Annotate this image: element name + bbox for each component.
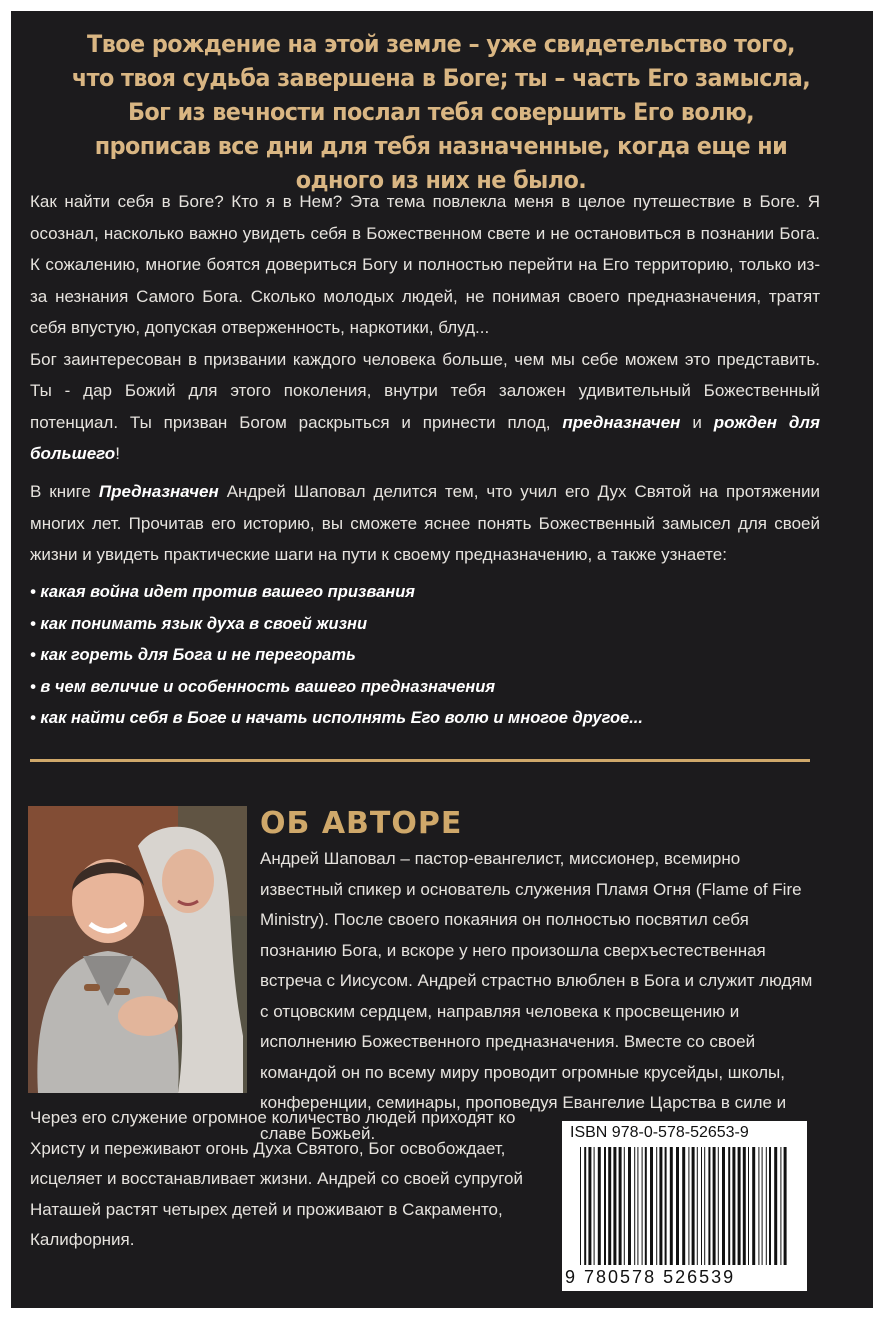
emphasis-born-for-more: рожден для большего [30, 412, 820, 463]
about-author-heading: ОБ АВТОРЕ [260, 806, 463, 841]
barcode-bar [624, 1147, 625, 1265]
barcode-bar [634, 1147, 635, 1265]
barcode-bar [670, 1147, 673, 1265]
book-title: Предназначен [98, 482, 219, 501]
barcode-bar [613, 1147, 616, 1265]
barcode-bar [758, 1147, 759, 1265]
intro-text [30, 186, 820, 470]
barcode-bar [665, 1147, 667, 1265]
barcode-bar [748, 1147, 749, 1265]
barcode-bar [701, 1147, 702, 1265]
barcode-bar [732, 1147, 735, 1265]
list-item: • как понимать язык духа в своей жизни [30, 614, 368, 633]
list-item: • какая война идет против вашего призвания [30, 583, 416, 601]
list-item: • как найти себя в Боге и начать исполнять Его волю и многое другое... [30, 709, 643, 727]
author-bio: Андрей Шаповал – пастор-евангелист, миссионер, всемирно известный спикер и основатель служения Пламя Огня (Flame of Fire Ministry). После своего покаяния он полностью посвятил себя познанию Бога, и вскоре у него произошла сверхъестественная встреча с Иисусом. Андрей страстно влюблен в Бога и служит людям с отцовским сердцем, направляя человека к просвещению и исполнению Божественного предназначения. Вместе со своей командой он по всему миру проводит огромные крусейды, школы, конференции, семинары, проповедуя Евангелие Царства в силе и славе Божьей. [260, 849, 813, 1143]
barcode-icon [580, 1147, 790, 1265]
barcode-bar [743, 1147, 746, 1265]
barcode-bar [784, 1147, 787, 1265]
intro-paragraph-1: Как найти себя в Боге? Кто я в Нем? Эта тема повлекла меня в целое путешествие в Боге. Я осознал, насколько важно увидеть себя в Божественном свете и не остановиться в познании Бога. К сожалению, многие боятся довериться Богу и полностью перейти на Его территорию, только из-за незнания Самого Бога. Сколько молодых людей, не понимая своего предназначения, тратят себя впустую, допуская отверженность, наркотики, блуд... [30, 192, 820, 337]
barcode-bar [604, 1147, 606, 1265]
barcode-bar [774, 1147, 777, 1265]
barcode-bar [628, 1147, 631, 1265]
barcode-bar [752, 1147, 755, 1265]
topics-list [30, 577, 820, 735]
barcode-bar [645, 1147, 647, 1265]
barcode-bar [766, 1147, 767, 1265]
barcode-bar [608, 1147, 611, 1265]
barcode-bar [780, 1147, 781, 1265]
author-bio-continued: Через его служение огромное количество людей приходят ко Христу и переживают огонь Духа Святого, Бог освобождает, исцеляет и восстанавливает жизни. Андрей со своей супругой Наташей растят четырех детей и проживают в Сакраменто, Калифорния. [30, 1108, 523, 1249]
author-photo [28, 806, 247, 1093]
list-item: • как гореть для Бога и не перегорать [30, 646, 356, 664]
author-photo-illustration [28, 806, 247, 1093]
barcode-bar [708, 1147, 710, 1265]
barcode-bar [738, 1147, 741, 1265]
barcode-bar [637, 1147, 638, 1265]
intro-paragraph-2: Бог заинтересован в призвании каждого человека больше, чем мы себе можем это представить. Ты - дар Божий для этого поколения, внутри тебя заложен удивительный Божественный потенциал. Ты призван Богом раскрыться и принести плод, предназначен и рожден для большего! [30, 349, 820, 463]
barcode-bar [769, 1147, 771, 1265]
isbn-digits: 9 780578 526539 [565, 1267, 736, 1287]
barcode-bar [580, 1147, 581, 1265]
barcode-bar [762, 1147, 763, 1265]
isbn-barcode-box [562, 1121, 807, 1291]
barcode-bar [659, 1147, 662, 1265]
barcode-bar [682, 1147, 685, 1265]
barcode-bar [692, 1147, 695, 1265]
barcode-bar [688, 1147, 689, 1265]
barcode-bar [650, 1147, 653, 1265]
isbn-label: ISBN 978-0-578-52653-9 [570, 1124, 749, 1141]
barcode-bar [619, 1147, 622, 1265]
emphasis-predestined: предназначен [562, 412, 681, 432]
barcode-bar [656, 1147, 657, 1265]
barcode-bar [697, 1147, 698, 1265]
barcode-bar [598, 1147, 601, 1265]
barcode-bar [588, 1147, 591, 1265]
list-item: • в чем величие и особенность вашего предназначения [30, 677, 496, 696]
barcode-bar [676, 1147, 679, 1265]
barcode-bar [722, 1147, 725, 1265]
barcode-bar [704, 1147, 705, 1265]
section-divider [30, 759, 810, 762]
barcode-bar [718, 1147, 719, 1265]
book-back-cover [11, 11, 873, 1308]
barcode-bar [713, 1147, 716, 1265]
cover-quote: Твое рождение на этой земле – уже свидетельство того, что твоя судьба завершена в Боге; ты – часть Его замысла, Бог из вечности послал тебя совершить Его волю, прописав все дни для тебя назначенные, когда еще ни одного из них не было. [71, 30, 811, 194]
barcode-bar [584, 1147, 586, 1265]
barcode-bar [728, 1147, 730, 1265]
barcode-bar [594, 1147, 595, 1265]
barcode-bar [642, 1147, 643, 1265]
book-description: В книге Предназначен Андрей Шаповал делится тем, что учил его Дух Святой на протяжении многих лет. Прочитав его историю, вы сможете яснее понять Божественный замысел для своей жизни и увидеть практические шаги на пути к своему предназначению, а также узнаете: [30, 482, 820, 564]
